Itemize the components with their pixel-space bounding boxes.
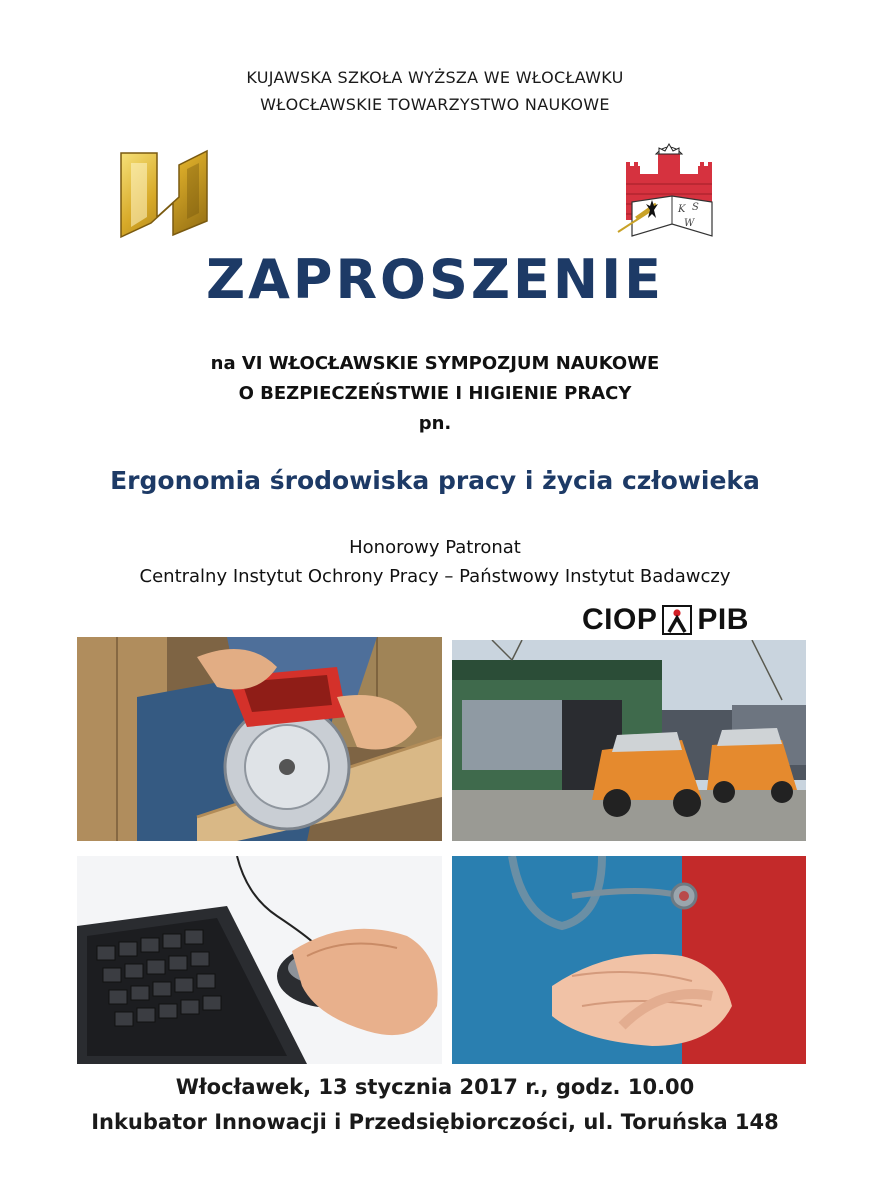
castle-crest-logo-icon (612, 140, 726, 246)
circular-saw-photo (77, 637, 442, 841)
kujawska-school-logo-icon (117, 147, 213, 239)
patronage-label: Honorowy Patronat (349, 537, 521, 558)
event-venue-line: Inkubator Innowacji i Przedsiębiorczości, ul. Toruńska 148 (91, 1110, 779, 1134)
caregiver-hands-photo (452, 856, 806, 1064)
svg-text:W: W (684, 218, 695, 229)
organizer-line-1: KUJAWSKA SZKOŁA WYŻSZA WE WŁOCŁAWKU (246, 68, 624, 87)
symposium-line-1: na VI WŁOCŁAWSKIE SYMPOZJUM NAUKOWE (210, 353, 660, 374)
symposium-line-3: pn. (418, 413, 452, 434)
symposium-theme: Ergonomia środowiska pracy i życia człowieka (110, 466, 760, 495)
invitation-title: ZAPROSZENIE (205, 248, 665, 311)
event-date-line: Włocławek, 13 stycznia 2017 r., godz. 10.00 (175, 1075, 695, 1099)
patronage-institution: Centralny Instytut Ochrony Pracy – Państwowy Instytut Badawczy (139, 566, 731, 587)
organizer-line-2: WŁOCŁAWSKIE TOWARZYSTWO NAUKOWE (260, 95, 610, 114)
ciop-pib-logo (582, 603, 749, 637)
ciop-person-mark-icon (662, 605, 692, 635)
keyboard-mouse-photo (77, 856, 442, 1064)
ciop-text: CIOP (582, 603, 658, 636)
forklift-photo (452, 640, 806, 841)
pib-text: PIB (697, 603, 749, 636)
symposium-line-2: O BEZPIECZEŃSTWIE I HIGIENIE PRACY (238, 383, 632, 404)
svg-text:K: K (678, 204, 686, 215)
svg-text:S: S (692, 202, 699, 213)
